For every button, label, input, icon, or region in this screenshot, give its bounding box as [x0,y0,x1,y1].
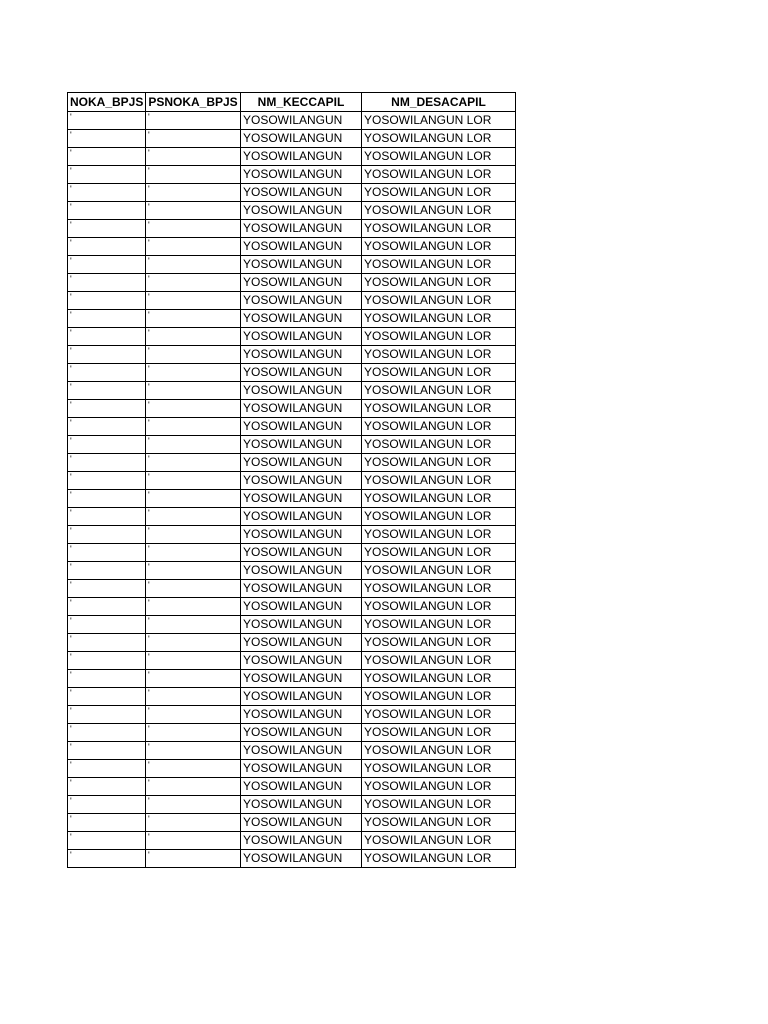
cell-psnoka-bpjs: ' [146,328,241,346]
cell-nm-desacapil: YOSOWILANGUN LOR [362,526,516,544]
cell-nm-desacapil: YOSOWILANGUN LOR [362,634,516,652]
cell-nm-keccapil: YOSOWILANGUN [241,598,362,616]
cell-nm-desacapil: YOSOWILANGUN LOR [362,778,516,796]
cell-noka-bpjs: ' [68,364,146,382]
cell-noka-bpjs: ' [68,688,146,706]
cell-psnoka-bpjs: ' [146,724,241,742]
cell-nm-desacapil: YOSOWILANGUN LOR [362,166,516,184]
table-row [68,796,516,814]
table-row [68,238,516,256]
cell-nm-desacapil: YOSOWILANGUN LOR [362,760,516,778]
cell-nm-keccapil: YOSOWILANGUN [241,778,362,796]
cell-psnoka-bpjs: ' [146,292,241,310]
table-row [68,778,516,796]
cell-psnoka-bpjs: ' [146,706,241,724]
cell-nm-keccapil: YOSOWILANGUN [241,562,362,580]
cell-nm-keccapil: YOSOWILANGUN [241,148,362,166]
cell-nm-keccapil: YOSOWILANGUN [241,220,362,238]
cell-nm-keccapil: YOSOWILANGUN [241,508,362,526]
table-row [68,652,516,670]
cell-nm-desacapil: YOSOWILANGUN LOR [362,472,516,490]
cell-psnoka-bpjs: ' [146,166,241,184]
cell-nm-desacapil: YOSOWILANGUN LOR [362,400,516,418]
cell-psnoka-bpjs: ' [146,652,241,670]
cell-nm-keccapil: YOSOWILANGUN [241,652,362,670]
table-row [68,670,516,688]
cell-nm-desacapil: YOSOWILANGUN LOR [362,112,516,130]
cell-nm-keccapil: YOSOWILANGUN [241,796,362,814]
cell-noka-bpjs: ' [68,778,146,796]
table-row [68,508,516,526]
cell-noka-bpjs: ' [68,184,146,202]
table-row [68,112,516,130]
cell-psnoka-bpjs: ' [146,346,241,364]
cell-psnoka-bpjs: ' [146,508,241,526]
cell-nm-desacapil: YOSOWILANGUN LOR [362,310,516,328]
table-row [68,202,516,220]
cell-nm-keccapil: YOSOWILANGUN [241,526,362,544]
cell-nm-desacapil: YOSOWILANGUN LOR [362,688,516,706]
cell-nm-keccapil: YOSOWILANGUN [241,706,362,724]
table-row [68,688,516,706]
cell-psnoka-bpjs: ' [146,526,241,544]
table-row [68,598,516,616]
cell-psnoka-bpjs: ' [146,580,241,598]
table-row [68,814,516,832]
cell-psnoka-bpjs: ' [146,274,241,292]
cell-noka-bpjs: ' [68,634,146,652]
cell-nm-desacapil: YOSOWILANGUN LOR [362,724,516,742]
cell-nm-desacapil: YOSOWILANGUN LOR [362,850,516,868]
cell-nm-keccapil: YOSOWILANGUN [241,202,362,220]
cell-nm-keccapil: YOSOWILANGUN [241,814,362,832]
cell-nm-keccapil: YOSOWILANGUN [241,670,362,688]
cell-noka-bpjs: ' [68,148,146,166]
cell-noka-bpjs: ' [68,472,146,490]
table-row [68,310,516,328]
table-row [68,256,516,274]
cell-nm-keccapil: YOSOWILANGUN [241,688,362,706]
cell-nm-desacapil: YOSOWILANGUN LOR [362,616,516,634]
cell-nm-keccapil: YOSOWILANGUN [241,580,362,598]
cell-psnoka-bpjs: ' [146,490,241,508]
cell-noka-bpjs: ' [68,346,146,364]
cell-nm-keccapil: YOSOWILANGUN [241,256,362,274]
cell-psnoka-bpjs: ' [146,112,241,130]
cell-psnoka-bpjs: ' [146,778,241,796]
cell-psnoka-bpjs: ' [146,418,241,436]
cell-nm-keccapil: YOSOWILANGUN [241,832,362,850]
cell-noka-bpjs: ' [68,202,146,220]
cell-nm-desacapil: YOSOWILANGUN LOR [362,832,516,850]
table-row [68,832,516,850]
spreadsheet-page [67,92,516,868]
cell-noka-bpjs: ' [68,274,146,292]
cell-noka-bpjs: ' [68,670,146,688]
cell-noka-bpjs: ' [68,112,146,130]
cell-psnoka-bpjs: ' [146,634,241,652]
table-row [68,166,516,184]
cell-psnoka-bpjs: ' [146,814,241,832]
cell-nm-keccapil: YOSOWILANGUN [241,472,362,490]
table-row [68,418,516,436]
cell-nm-desacapil: YOSOWILANGUN LOR [362,454,516,472]
table-row [68,220,516,238]
table-row [68,850,516,868]
cell-nm-keccapil: YOSOWILANGUN [241,382,362,400]
cell-psnoka-bpjs: ' [146,850,241,868]
table-row [68,184,516,202]
table-row [68,328,516,346]
cell-psnoka-bpjs: ' [146,382,241,400]
cell-noka-bpjs: ' [68,130,146,148]
cell-noka-bpjs: ' [68,166,146,184]
table-row [68,616,516,634]
table-row [68,724,516,742]
cell-noka-bpjs: ' [68,562,146,580]
cell-nm-desacapil: YOSOWILANGUN LOR [362,274,516,292]
cell-nm-desacapil: YOSOWILANGUN LOR [362,292,516,310]
cell-nm-keccapil: YOSOWILANGUN [241,112,362,130]
cell-psnoka-bpjs: ' [146,760,241,778]
cell-nm-desacapil: YOSOWILANGUN LOR [362,364,516,382]
cell-psnoka-bpjs: ' [146,544,241,562]
table-row [68,580,516,598]
table-row [68,544,516,562]
cell-noka-bpjs: ' [68,760,146,778]
cell-nm-desacapil: YOSOWILANGUN LOR [362,706,516,724]
cell-nm-keccapil: YOSOWILANGUN [241,724,362,742]
cell-nm-desacapil: YOSOWILANGUN LOR [362,814,516,832]
cell-nm-desacapil: YOSOWILANGUN LOR [362,130,516,148]
cell-noka-bpjs: ' [68,724,146,742]
table-row [68,130,516,148]
header-noka-bpjs: NOKA_BPJS [68,93,146,112]
cell-nm-desacapil: YOSOWILANGUN LOR [362,670,516,688]
cell-nm-desacapil: YOSOWILANGUN LOR [362,382,516,400]
cell-psnoka-bpjs: ' [146,616,241,634]
cell-nm-desacapil: YOSOWILANGUN LOR [362,436,516,454]
cell-noka-bpjs: ' [68,796,146,814]
cell-noka-bpjs: ' [68,814,146,832]
table-row [68,706,516,724]
cell-nm-desacapil: YOSOWILANGUN LOR [362,544,516,562]
cell-nm-keccapil: YOSOWILANGUN [241,850,362,868]
table-row [68,490,516,508]
cell-nm-keccapil: YOSOWILANGUN [241,400,362,418]
cell-psnoka-bpjs: ' [146,670,241,688]
table-body [68,112,516,868]
cell-psnoka-bpjs: ' [146,184,241,202]
table-row [68,346,516,364]
cell-noka-bpjs: ' [68,490,146,508]
cell-nm-desacapil: YOSOWILANGUN LOR [362,796,516,814]
cell-nm-keccapil: YOSOWILANGUN [241,184,362,202]
cell-nm-keccapil: YOSOWILANGUN [241,274,362,292]
cell-nm-keccapil: YOSOWILANGUN [241,346,362,364]
cell-nm-keccapil: YOSOWILANGUN [241,418,362,436]
cell-noka-bpjs: ' [68,400,146,418]
cell-psnoka-bpjs: ' [146,202,241,220]
cell-psnoka-bpjs: ' [146,148,241,166]
cell-nm-desacapil: YOSOWILANGUN LOR [362,598,516,616]
cell-nm-keccapil: YOSOWILANGUN [241,634,362,652]
cell-noka-bpjs: ' [68,706,146,724]
cell-nm-desacapil: YOSOWILANGUN LOR [362,652,516,670]
table-row [68,382,516,400]
cell-nm-keccapil: YOSOWILANGUN [241,130,362,148]
cell-noka-bpjs: ' [68,832,146,850]
cell-psnoka-bpjs: ' [146,472,241,490]
cell-nm-desacapil: YOSOWILANGUN LOR [362,202,516,220]
cell-nm-keccapil: YOSOWILANGUN [241,238,362,256]
cell-noka-bpjs: ' [68,454,146,472]
cell-nm-desacapil: YOSOWILANGUN LOR [362,346,516,364]
cell-psnoka-bpjs: ' [146,742,241,760]
cell-psnoka-bpjs: ' [146,436,241,454]
table-row [68,526,516,544]
table-row [68,148,516,166]
cell-noka-bpjs: ' [68,616,146,634]
table-row [68,634,516,652]
cell-psnoka-bpjs: ' [146,364,241,382]
cell-noka-bpjs: ' [68,328,146,346]
cell-nm-keccapil: YOSOWILANGUN [241,454,362,472]
cell-noka-bpjs: ' [68,292,146,310]
table-row [68,760,516,778]
cell-noka-bpjs: ' [68,382,146,400]
data-table [67,92,516,868]
cell-nm-desacapil: YOSOWILANGUN LOR [362,238,516,256]
cell-noka-bpjs: ' [68,418,146,436]
cell-nm-keccapil: YOSOWILANGUN [241,328,362,346]
cell-noka-bpjs: ' [68,580,146,598]
cell-nm-keccapil: YOSOWILANGUN [241,364,362,382]
cell-psnoka-bpjs: ' [146,796,241,814]
cell-nm-desacapil: YOSOWILANGUN LOR [362,562,516,580]
cell-psnoka-bpjs: ' [146,310,241,328]
table-row [68,400,516,418]
cell-psnoka-bpjs: ' [146,454,241,472]
table-row [68,292,516,310]
table-row [68,742,516,760]
cell-psnoka-bpjs: ' [146,130,241,148]
table-row [68,472,516,490]
cell-nm-desacapil: YOSOWILANGUN LOR [362,148,516,166]
cell-psnoka-bpjs: ' [146,238,241,256]
cell-nm-keccapil: YOSOWILANGUN [241,616,362,634]
cell-nm-keccapil: YOSOWILANGUN [241,436,362,454]
cell-psnoka-bpjs: ' [146,220,241,238]
cell-noka-bpjs: ' [68,598,146,616]
cell-noka-bpjs: ' [68,256,146,274]
cell-noka-bpjs: ' [68,436,146,454]
cell-nm-desacapil: YOSOWILANGUN LOR [362,256,516,274]
table-row [68,454,516,472]
cell-nm-keccapil: YOSOWILANGUN [241,742,362,760]
cell-nm-desacapil: YOSOWILANGUN LOR [362,184,516,202]
table-row [68,274,516,292]
table-row [68,364,516,382]
header-nm-desacapil: NM_DESACAPIL [362,93,516,112]
cell-nm-keccapil: YOSOWILANGUN [241,166,362,184]
cell-nm-keccapil: YOSOWILANGUN [241,760,362,778]
cell-noka-bpjs: ' [68,220,146,238]
cell-psnoka-bpjs: ' [146,688,241,706]
cell-noka-bpjs: ' [68,508,146,526]
cell-noka-bpjs: ' [68,850,146,868]
cell-psnoka-bpjs: ' [146,256,241,274]
cell-nm-desacapil: YOSOWILANGUN LOR [362,418,516,436]
cell-noka-bpjs: ' [68,310,146,328]
table-row [68,562,516,580]
cell-nm-desacapil: YOSOWILANGUN LOR [362,508,516,526]
cell-nm-keccapil: YOSOWILANGUN [241,544,362,562]
cell-noka-bpjs: ' [68,544,146,562]
cell-psnoka-bpjs: ' [146,562,241,580]
header-nm-keccapil: NM_KECCAPIL [241,93,362,112]
cell-psnoka-bpjs: ' [146,832,241,850]
cell-nm-desacapil: YOSOWILANGUN LOR [362,580,516,598]
cell-nm-desacapil: YOSOWILANGUN LOR [362,328,516,346]
cell-psnoka-bpjs: ' [146,598,241,616]
cell-nm-keccapil: YOSOWILANGUN [241,310,362,328]
cell-nm-desacapil: YOSOWILANGUN LOR [362,742,516,760]
table-row [68,436,516,454]
header-psnoka-bpjs: PSNOKA_BPJS [146,93,241,112]
cell-nm-desacapil: YOSOWILANGUN LOR [362,220,516,238]
cell-nm-keccapil: YOSOWILANGUN [241,292,362,310]
cell-nm-keccapil: YOSOWILANGUN [241,490,362,508]
header-row [68,93,516,112]
cell-noka-bpjs: ' [68,238,146,256]
cell-noka-bpjs: ' [68,742,146,760]
cell-noka-bpjs: ' [68,526,146,544]
cell-noka-bpjs: ' [68,652,146,670]
cell-nm-desacapil: YOSOWILANGUN LOR [362,490,516,508]
cell-psnoka-bpjs: ' [146,400,241,418]
